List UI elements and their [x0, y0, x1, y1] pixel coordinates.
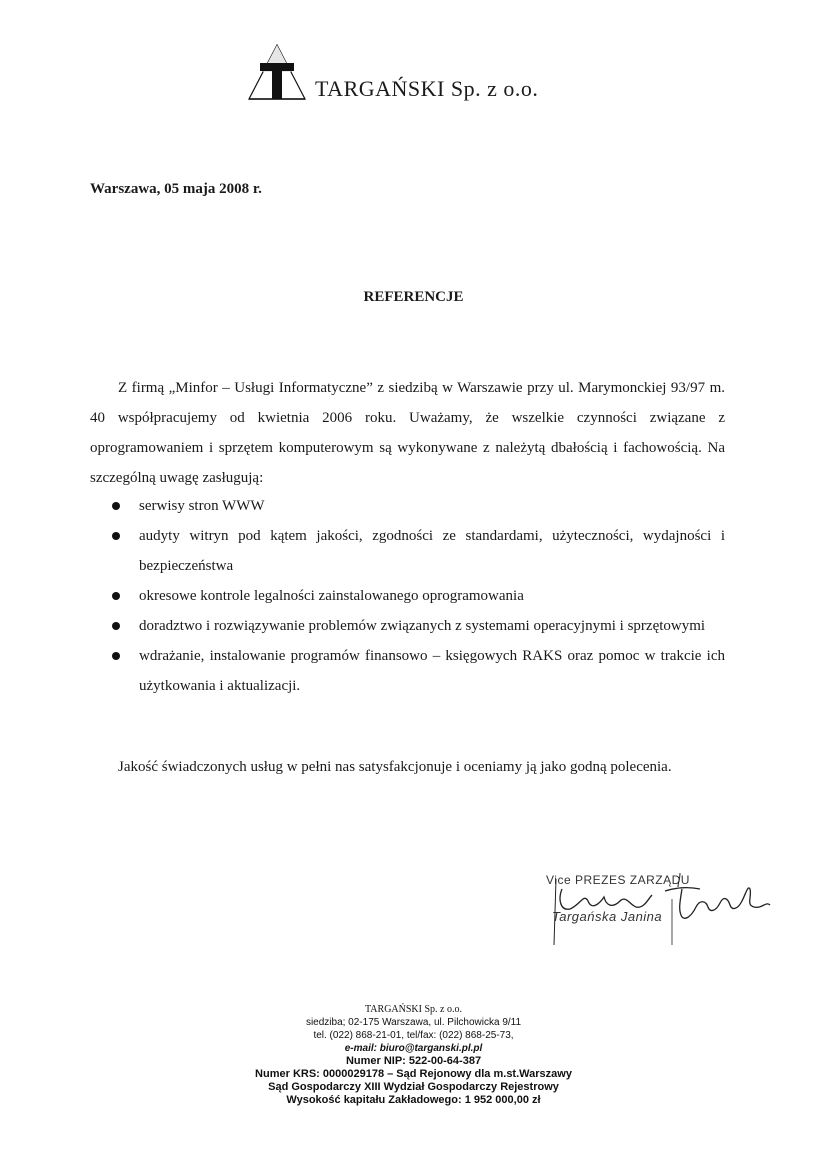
- company-name: TARGAŃSKI Sp. z o.o.: [315, 76, 539, 101]
- signature-icon: [540, 865, 780, 950]
- bullet-icon: [112, 622, 120, 630]
- footer-address: siedziba; 02-175 Warszawa, ul. Pilchowicka 9/11: [305, 1017, 522, 1028]
- company-footer: [0, 1003, 827, 1107]
- footer-phones: tel. (022) 868-21-01, tel/fax: (022) 868-25-73,: [313, 1030, 514, 1041]
- signature-stamp: [540, 865, 780, 950]
- intro-paragraph: [90, 373, 725, 493]
- pyramid-t-logo-icon: [247, 43, 307, 101]
- date-line: Warszawa, 05 maja 2008 r.: [90, 181, 262, 197]
- bullet-icon: [112, 532, 120, 540]
- bullet-icon: [112, 502, 120, 510]
- stamp-name: Targańska Janina: [552, 909, 663, 924]
- stamp-role: Vice PREZES ZARZĄDU: [546, 873, 690, 887]
- intro-text: Z firmą „Minfor – Usługi Informatyczne” z siedzibą w Warszawie przy ul. Marymonckiej 93/97 m. 40 współpracujemy od kwietnia 2006 roku. Uważamy, że wszelkie czynności związane z oprogramowaniem i sprzętem komputerowym są wykonywane z należytą dbałością i fachowością. Na szczególną uwagę zasługują:: [90, 380, 725, 486]
- closing-paragraph: Jakość świadczonych usług w pełni nas satysfakcjonuje i oceniamy ją jako godną polecenia.: [118, 759, 672, 775]
- list-item: [90, 611, 725, 641]
- footer-capital: Wysokość kapitału Zakładowego: 1 952 000,00 zł: [286, 1094, 541, 1106]
- list-item-text: audyty witryn pod kątem jakości, zgodności ze standardami, użyteczności, wydajności i bezpieczeństwa: [139, 528, 725, 574]
- list-item: [90, 521, 725, 581]
- footer-email: e-mail: biuro@targanski.pl.pl: [344, 1043, 483, 1054]
- list-item-text: okresowe kontrole legalności zainstalowanego oprogramowania: [139, 588, 524, 604]
- footer-court: Sąd Gospodarczy XIII Wydział Gospodarczy Rejestrowy: [268, 1081, 559, 1093]
- services-list: [90, 491, 725, 701]
- list-item-text: serwisy stron WWW: [139, 498, 265, 514]
- list-item-text: doradztwo i rozwiązywanie problemów związanych z systemami operacyjnymi i sprzętowymi: [139, 618, 706, 634]
- bullet-icon: [112, 592, 120, 600]
- list-item: [90, 641, 725, 701]
- footer-company: TARGAŃSKI Sp. z o.o.: [365, 1004, 462, 1015]
- list-item: [90, 581, 725, 611]
- list-item-text: wdrażanie, instalowanie programów finansowo – księgowych RAKS oraz pomoc w trakcie ich użytkowania i aktualizacji.: [139, 648, 725, 694]
- footer-nip: Numer NIP: 522-00-64-387: [345, 1055, 482, 1067]
- footer-krs: Numer KRS: 0000029178 – Sąd Rejonowy dla m.st.Warszawy: [255, 1068, 572, 1080]
- bullet-icon: [112, 652, 120, 660]
- document-title: REFERENCJE: [363, 289, 464, 305]
- list-item: [90, 491, 725, 521]
